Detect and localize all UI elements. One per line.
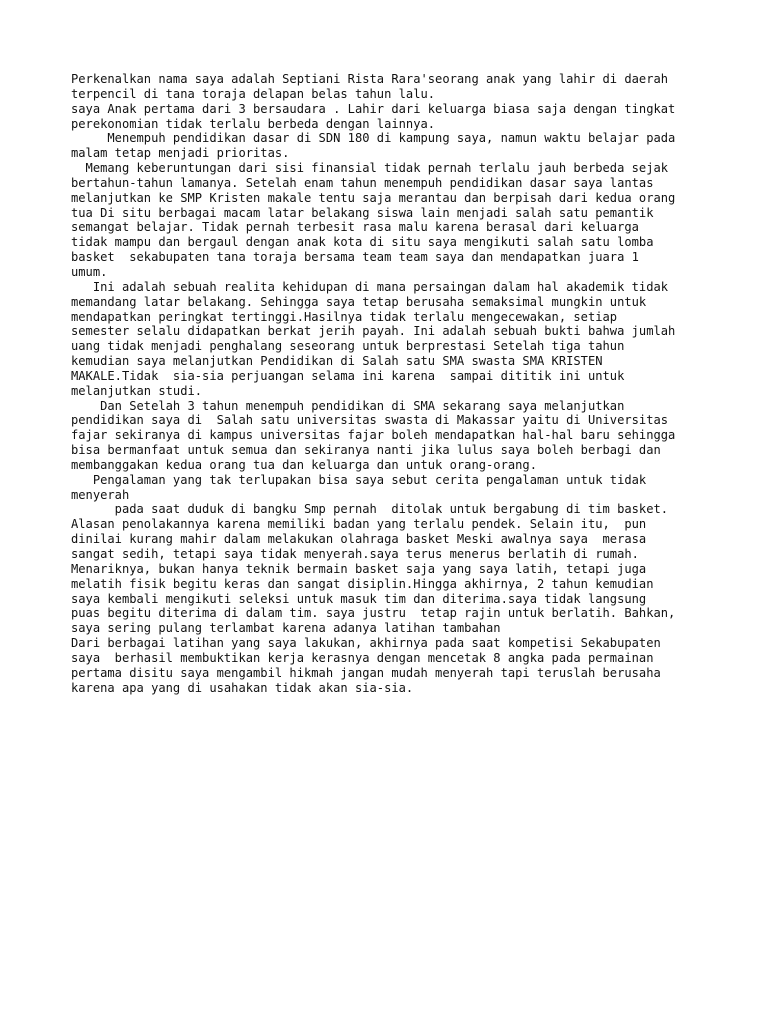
document-text-line: terpencil di tana toraja delapan belas tahun lalu. xyxy=(71,86,436,101)
document-text-line: membanggakan kedua orang tua dan keluarga dan untuk orang-orang. xyxy=(71,457,537,472)
document-text-line: saya sering pulang terlambat karena adanya latihan tambahan xyxy=(71,621,501,636)
document-text-line: pertama disitu saya mengambil hikmah jangan mudah menyerah tapi teruslah berusaha xyxy=(71,665,661,680)
document-text-line: Memang keberuntungan dari sisi finansial tidak pernah terlalu jauh berbeda sejak xyxy=(71,161,669,176)
document-text-line: Pengalaman yang tak terlupakan bisa saya sebut cerita pengalaman untuk tidak xyxy=(71,472,647,487)
document-text-line: uang tidak menjadi penghalang seseorang untuk berprestasi Setelah tiga tahun xyxy=(71,339,625,354)
document-text-line: malam tetap menjadi prioritas. xyxy=(71,146,290,161)
document-text-line: Perkenalkan nama saya adalah Septiani Rista Rara'seorang anak yang lahir di daerah xyxy=(71,72,669,86)
document-text-line: melanjutkan studi. xyxy=(71,383,203,398)
document-text-line: basket sekabupaten tana toraja bersama team team saya dan mendapatkan juara 1 xyxy=(71,250,639,265)
document-text-line: semester selalu didapatkan berkat jerih payah. Ini adalah sebuah bukti bahwa jumlah xyxy=(71,324,676,339)
document-text-line: menyerah xyxy=(71,487,130,502)
document-text-line: Alasan penolakannya karena memiliki badan yang terlalu pendek. Selain itu, pun xyxy=(71,517,647,532)
document-text-line: sangat sedih, tetapi saya tidak menyerah.saya terus menerus berlatih di rumah. xyxy=(71,547,639,561)
document-text-line: saya Anak pertama dari 3 bersaudara . Lahir dari keluarga biasa saja dengan tingkat xyxy=(71,101,676,116)
document-text-line: umum. xyxy=(71,264,108,279)
document-text-line: saya berhasil membuktikan kerja kerasnya dengan mencetak 8 angka pada permainan xyxy=(71,650,654,665)
document-text-line: pendidikan saya di Salah satu universitas swasta di Makassar yaitu di Universitas xyxy=(71,413,669,428)
document-text-line: karena apa yang di usahakan tidak akan sia-sia. xyxy=(71,680,414,695)
document-text-line: tidak mampu dan bergaul dengan anak kota di situ saya mengikuti salah satu lomba xyxy=(71,235,654,250)
document-body xyxy=(71,72,711,695)
document-page xyxy=(71,72,711,695)
document-text-line: fajar sekiranya di kampus universitas fajar boleh mendapatkan hal-hal baru sehingga xyxy=(71,428,676,443)
document-text-line: melanjutkan ke SMP Kristen makale tentu saja merantau dan berpisah dari kedua orang xyxy=(71,190,676,205)
document-text-line: bisa bermanfaat untuk semua dan sekiranya nanti jika lulus saya boleh berbagi dan xyxy=(71,443,661,458)
document-text-line: mendapatkan peringkat tertinggi.Hasilnya tidak terlalu mengecewakan, setiap xyxy=(71,309,618,324)
document-text-line: kemudian saya melanjutkan Pendidikan di Salah satu SMA swasta SMA KRISTEN xyxy=(71,354,603,369)
document-text-line: Menariknya, bukan hanya teknik bermain basket saja yang saya latih, tetapi juga xyxy=(71,561,647,576)
document-text-line: MAKALE.Tidak sia-sia perjuangan selama ini karena sampai dititik ini untuk xyxy=(71,368,625,383)
document-text-line: saya kembali mengikuti seleksi untuk masuk tim dan diterima.saya tidak langsung xyxy=(71,591,647,606)
document-text-line: tua Di situ berbagai macam latar belakang siswa lain menjadi salah satu pemantik xyxy=(71,205,654,220)
document-text-line: memandang latar belakang. Sehingga saya tetap berusaha semaksimal mungkin untuk xyxy=(71,294,647,309)
document-text-line: pada saat duduk di bangku Smp pernah ditolak untuk bergabung di tim basket. xyxy=(71,502,669,517)
document-text-line: bertahun-tahun lamanya. Setelah enam tahun menempuh pendidikan dasar saya lantas xyxy=(71,175,654,190)
document-text-line: dinilai kurang mahir dalam melakukan olahraga basket Meski awalnya saya merasa xyxy=(71,532,647,547)
document-text-line: perekonomian tidak terlalu berbeda dengan lainnya. xyxy=(71,116,436,131)
document-text-line: Menempuh pendidikan dasar di SDN 180 di kampung saya, namun waktu belajar pada xyxy=(71,131,676,146)
document-text-line: Ini adalah sebuah realita kehidupan di mana persaingan dalam hal akademik tidak xyxy=(71,279,669,294)
document-text-line: Dan Setelah 3 tahun menempuh pendidikan di SMA sekarang saya melanjutkan xyxy=(71,398,625,413)
document-text-line: Dari berbagai latihan yang saya lakukan, akhirnya pada saat kompetisi Sekabupaten xyxy=(71,636,661,651)
document-text-line: puas begitu diterima di dalam tim. saya justru tetap rajin untuk berlatih. Bahkan, xyxy=(71,606,676,621)
document-text-line: semangat belajar. Tidak pernah terbesit rasa malu karena berasal dari keluarga xyxy=(71,220,639,235)
document-text-line: melatih fisik begitu keras dan sangat disiplin.Hingga akhirnya, 2 tahun kemudian xyxy=(71,576,654,591)
